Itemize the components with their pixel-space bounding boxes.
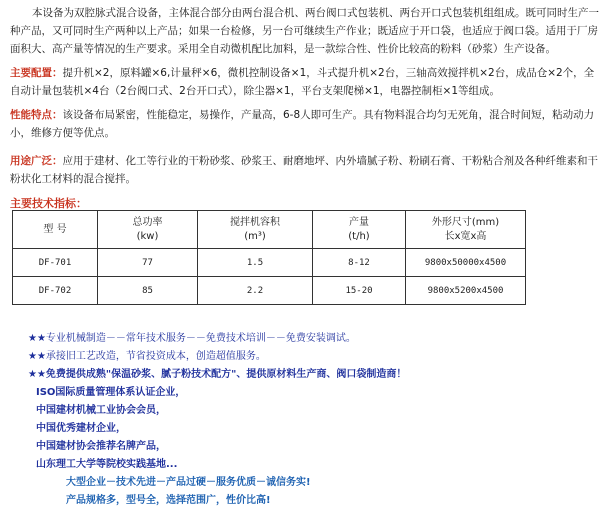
specs-heading: 主要技术指标：: [10, 197, 87, 210]
promo-line-iso: ISO国际质量管理体系认证企业，: [36, 387, 186, 398]
cell-output: 15-20: [313, 277, 406, 305]
cell-model: DF-702: [13, 277, 98, 305]
promo-line-service: ★★专业机械制造－－常年技术服务－－免费技术培训－－免费安装调试。: [28, 333, 356, 344]
header-model: 型 号: [13, 211, 98, 249]
specs-table: [12, 210, 526, 305]
intro-paragraph: 本设备为双腔脉式混合设备，主体混合部分由两台混合机、两台阀口式包装机、两台开口式包装机组组成。既可同时生产一种产品，又可同时生产两种以上产品；如果一台检修，另一台可继续生产作业；既适应于开口袋，也适应于阀口袋。适用于厂房面积大、高产量等情况的生产要求。采用全自动微机配比加料，是一款综合性、性价比较高的粉料（砂浆）生产设备。: [10, 7, 599, 55]
cell-power: 85: [98, 277, 198, 305]
table-row: [13, 277, 526, 305]
cell-volume: 1.5: [198, 249, 313, 277]
promo-line-slogan: 大型企业－技术先进－产品过硬－服务优质－诚信务实!: [66, 477, 311, 488]
features-label: 性能特点：: [10, 109, 63, 121]
cell-size: 9800x50000x4500: [406, 249, 526, 277]
cell-output: 8-12: [313, 249, 406, 277]
header-volume: 搅拌机容积 (m³): [198, 211, 313, 249]
config-label: 主要配置：: [10, 67, 63, 79]
cell-power: 77: [98, 249, 198, 277]
promo-line-formula: ★★免费提供成熟"保温砂浆、腻子粉技术配方"、提供原材料生产商、阀口袋制造商！: [28, 369, 407, 380]
usage-paragraph: [10, 152, 602, 188]
config-text: 提升机×2，原料罐×6,计量秤×6，微机控制设备×1，斗式提升机×2台，三轴高效搅拌机×2台，成品仓×2个，全自动计量包装机×4台（2台阀口式、2台开口式），除尘器×1，平台支架爬梯×1，电器控制柜×1等组成。: [10, 67, 595, 97]
cell-model: DF-701: [13, 249, 98, 277]
promo-line-member: 中国建材机械工业协会会员，: [36, 405, 166, 416]
cell-volume: 2.2: [198, 277, 313, 305]
header-size: 外形尺寸(mm) 长x宽x高: [406, 211, 526, 249]
promo-line-base: 山东理工大学等院校实践基地...: [36, 459, 178, 470]
features-text: 该设备布局紧密，性能稳定，易操作，产量高，6-8人即可生产。具有物料混合均匀无死角，混合时间短，粘动动力小，维修方便等优点。: [10, 109, 595, 139]
config-paragraph: [10, 64, 602, 100]
header-output: 产量 (t/h): [313, 211, 406, 249]
promo-line-excellent: 中国优秀建材企业，: [36, 423, 126, 434]
promo-line-upgrade: ★★承接旧工艺改造，节省投资成本，创造超值服务。: [28, 351, 266, 362]
promo-line-brand: 中国建材协会推荐名牌产品，: [36, 441, 166, 452]
cell-size: 9800x5200x4500: [406, 277, 526, 305]
usage-label: 用途广泛：: [10, 155, 63, 167]
promo-line-products: 产品规格多，型号全，选择范围广，性价比高!: [66, 495, 271, 506]
specs-header-row: [13, 211, 526, 249]
features-paragraph: [10, 106, 602, 142]
header-power: 总功率 (kw): [98, 211, 198, 249]
usage-text: 应用于建材、化工等行业的干粉砂浆、砂浆王、耐磨地坪、内外墙腻子粉、粉刷石膏、干粉粘合剂及各种纤维素和干粉状化工材料的混合搅拌。: [10, 155, 598, 185]
table-row: [13, 249, 526, 277]
